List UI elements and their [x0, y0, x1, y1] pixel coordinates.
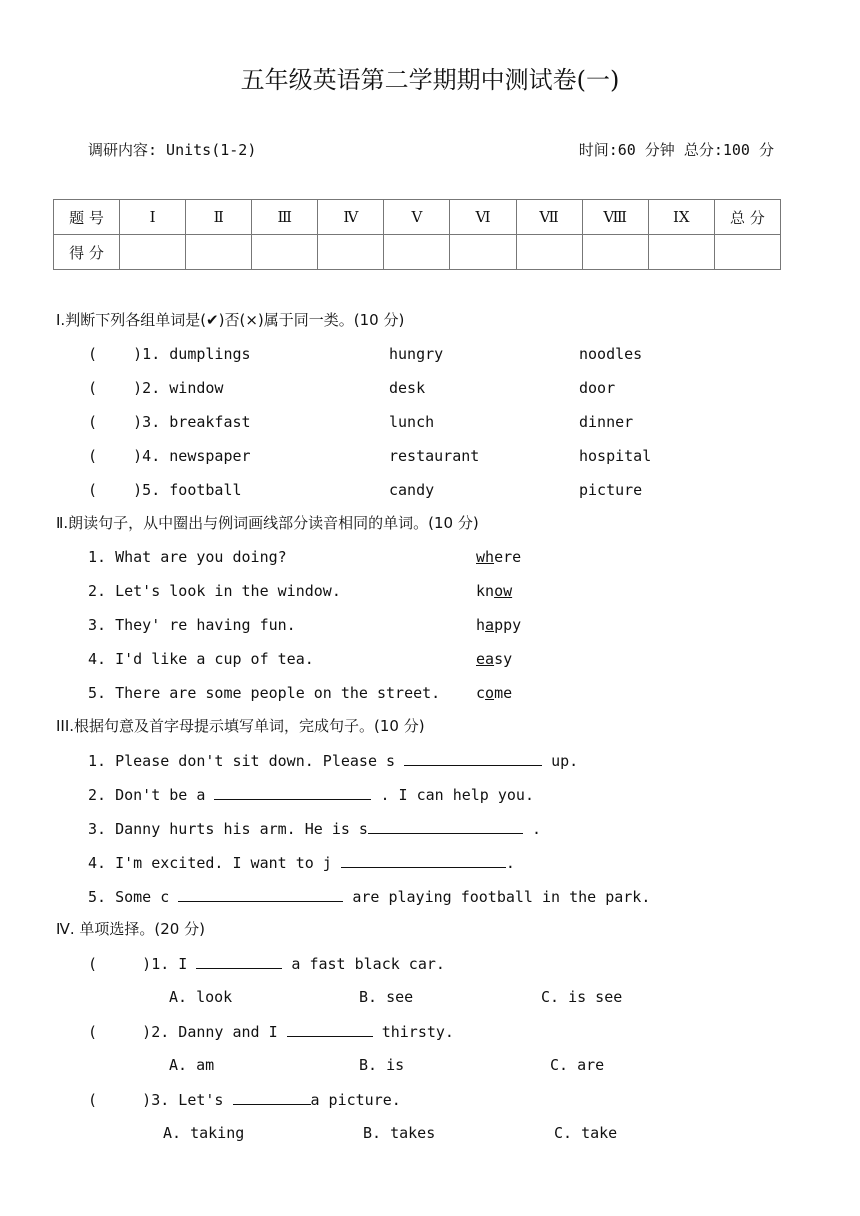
score-table-header-label: 题 号	[54, 200, 120, 235]
s4-q2-option-c[interactable]: C. are	[550, 1056, 605, 1074]
score-table-column: Ⅲ	[252, 200, 318, 235]
score-table-score-row	[54, 235, 781, 270]
answer-blank[interactable]	[214, 784, 371, 800]
score-table-column: Ⅷ	[582, 200, 648, 235]
answer-blank[interactable]	[404, 750, 542, 766]
s1-item-1-word-2: hungry	[389, 345, 444, 363]
score-table-column: I	[120, 200, 186, 235]
question-start: ( )1. I	[88, 955, 197, 973]
sentence-end: are playing football in the park.	[343, 888, 651, 906]
score-table-column: Ⅵ	[450, 200, 516, 235]
s3-item-5	[88, 886, 650, 907]
s2-sentence-5: 5. There are some people on the street.	[88, 684, 441, 702]
word-part: me	[494, 684, 513, 702]
sentence-end: .	[522, 820, 542, 838]
content-range: 调研内容: Units(1-2)	[88, 141, 257, 159]
word-part: sy	[494, 650, 513, 668]
sentence-start: 4. I'm excited. I want to j	[88, 854, 341, 872]
page-title: 五年级英语第二学期期中测试卷(一)	[240, 66, 620, 94]
score-table-column: Ⅴ	[384, 200, 450, 235]
underlined-part: wh	[476, 548, 495, 566]
s1-item-4-word-3: hospital	[579, 447, 652, 465]
score-table-column: Ⅳ	[318, 200, 384, 235]
s4-question-2	[88, 1021, 454, 1042]
s3-item-2	[88, 784, 534, 805]
answer-blank[interactable]	[178, 886, 343, 902]
score-cell[interactable]	[120, 235, 186, 270]
question-end: a fast black car.	[282, 955, 445, 973]
score-cell[interactable]	[384, 235, 450, 270]
word-part: ere	[494, 548, 522, 566]
s3-item-1	[88, 750, 578, 771]
s2-sentence-2: 2. Let's look in the window.	[88, 582, 341, 600]
question-start: ( )2. Danny and I	[88, 1023, 287, 1041]
score-table-column: 总 分	[714, 200, 780, 235]
s1-item-3-word-3: dinner	[579, 413, 634, 431]
s4-question-1	[88, 953, 445, 974]
sentence-start: 5. Some c	[88, 888, 179, 906]
s4-q2-option-b[interactable]: B. is	[359, 1056, 405, 1074]
s3-item-4	[88, 852, 515, 873]
underlined-part: ea	[476, 650, 495, 668]
s4-q3-option-c[interactable]: C. take	[554, 1124, 618, 1142]
s1-item-4-prefix: ( )4. newspaper	[88, 447, 251, 465]
s2-sentence-4: 4. I'd like a cup of tea.	[88, 650, 314, 668]
score-table-header-row	[54, 200, 781, 235]
question-end: a picture.	[310, 1091, 401, 1109]
time-and-score: 时间:60 分钟 总分:100 分	[578, 141, 774, 159]
underlined-part: a	[485, 616, 495, 634]
s1-item-5-prefix: ( )5. football	[88, 481, 242, 499]
question-end: thirsty.	[372, 1023, 454, 1041]
score-table-score-label: 得 分	[54, 235, 120, 270]
answer-blank[interactable]	[368, 818, 523, 834]
score-cell[interactable]	[252, 235, 318, 270]
s2-sentence-3: 3. They' re having fun.	[88, 616, 296, 634]
sentence-start: 2. Don't be a	[88, 786, 215, 804]
answer-blank[interactable]	[196, 953, 282, 969]
section-3-heading: III.根据句意及首字母提示填写单词，完成句子。(10 分)	[56, 717, 425, 735]
score-table-column: ⅠX	[648, 200, 714, 235]
sentence-start: 1. Please don't sit down. Please s	[88, 752, 405, 770]
s4-q1-option-b[interactable]: B. see	[359, 988, 414, 1006]
score-table-column: Ⅱ	[186, 200, 252, 235]
s1-item-2-word-3: door	[579, 379, 616, 397]
s3-item-3	[88, 818, 541, 839]
answer-blank[interactable]	[233, 1089, 311, 1105]
s4-q1-option-c[interactable]: C. is see	[541, 988, 623, 1006]
score-table	[53, 199, 781, 270]
s2-example-word-4	[476, 649, 512, 669]
section-4-heading: Ⅳ. 单项选择。(20 分)	[56, 920, 205, 938]
s4-q3-option-a[interactable]: A. taking	[163, 1124, 245, 1142]
score-table-column: Ⅶ	[516, 200, 582, 235]
sentence-end: .	[505, 854, 515, 872]
s4-q1-option-a[interactable]: A. look	[169, 988, 233, 1006]
s2-example-word-3	[476, 615, 521, 635]
word-part: ppy	[494, 616, 522, 634]
question-start: ( )3. Let's	[88, 1091, 233, 1109]
underlined-part: ow	[494, 582, 513, 600]
s1-item-2-word-2: desk	[389, 379, 426, 397]
section-2-heading: Ⅱ.朗读句子，从中圈出与例词画线部分读音相同的单词。(10 分)	[56, 514, 479, 532]
section-1-heading: Ⅰ.判断下列各组单词是(✔)否(×)属于同一类。(10 分)	[56, 311, 405, 329]
s2-example-word-5	[476, 683, 512, 703]
score-cell[interactable]	[516, 235, 582, 270]
score-cell[interactable]	[582, 235, 648, 270]
word-part: c	[476, 684, 486, 702]
s4-q3-option-b[interactable]: B. takes	[363, 1124, 436, 1142]
word-part: h	[476, 616, 486, 634]
s1-item-5-word-2: candy	[389, 481, 435, 499]
underlined-part: o	[485, 684, 495, 702]
s1-item-3-prefix: ( )3. breakfast	[88, 413, 251, 431]
s1-item-3-word-2: lunch	[389, 413, 435, 431]
score-cell[interactable]	[450, 235, 516, 270]
s2-example-word-2	[476, 581, 512, 601]
sentence-start: 3. Danny hurts his arm. He is s	[88, 820, 368, 838]
word-part: kn	[476, 582, 495, 600]
score-cell[interactable]	[714, 235, 780, 270]
score-cell[interactable]	[648, 235, 714, 270]
s2-example-word-1	[476, 547, 521, 567]
s4-question-3	[88, 1089, 401, 1110]
sentence-end: up.	[542, 752, 579, 770]
s1-item-1-word-3: noodles	[579, 345, 643, 363]
s1-item-2-prefix: ( )2. window	[88, 379, 224, 397]
s4-q2-option-a[interactable]: A. am	[169, 1056, 215, 1074]
answer-blank[interactable]	[287, 1021, 373, 1037]
score-cell[interactable]	[186, 235, 252, 270]
score-cell[interactable]	[318, 235, 384, 270]
answer-blank[interactable]	[341, 852, 506, 868]
s1-item-1-prefix: ( )1. dumplings	[88, 345, 251, 363]
s2-sentence-1: 1. What are you doing?	[88, 548, 287, 566]
sentence-end: . I can help you.	[371, 786, 534, 804]
s1-item-4-word-2: restaurant	[389, 447, 480, 465]
s1-item-5-word-3: picture	[579, 481, 643, 499]
